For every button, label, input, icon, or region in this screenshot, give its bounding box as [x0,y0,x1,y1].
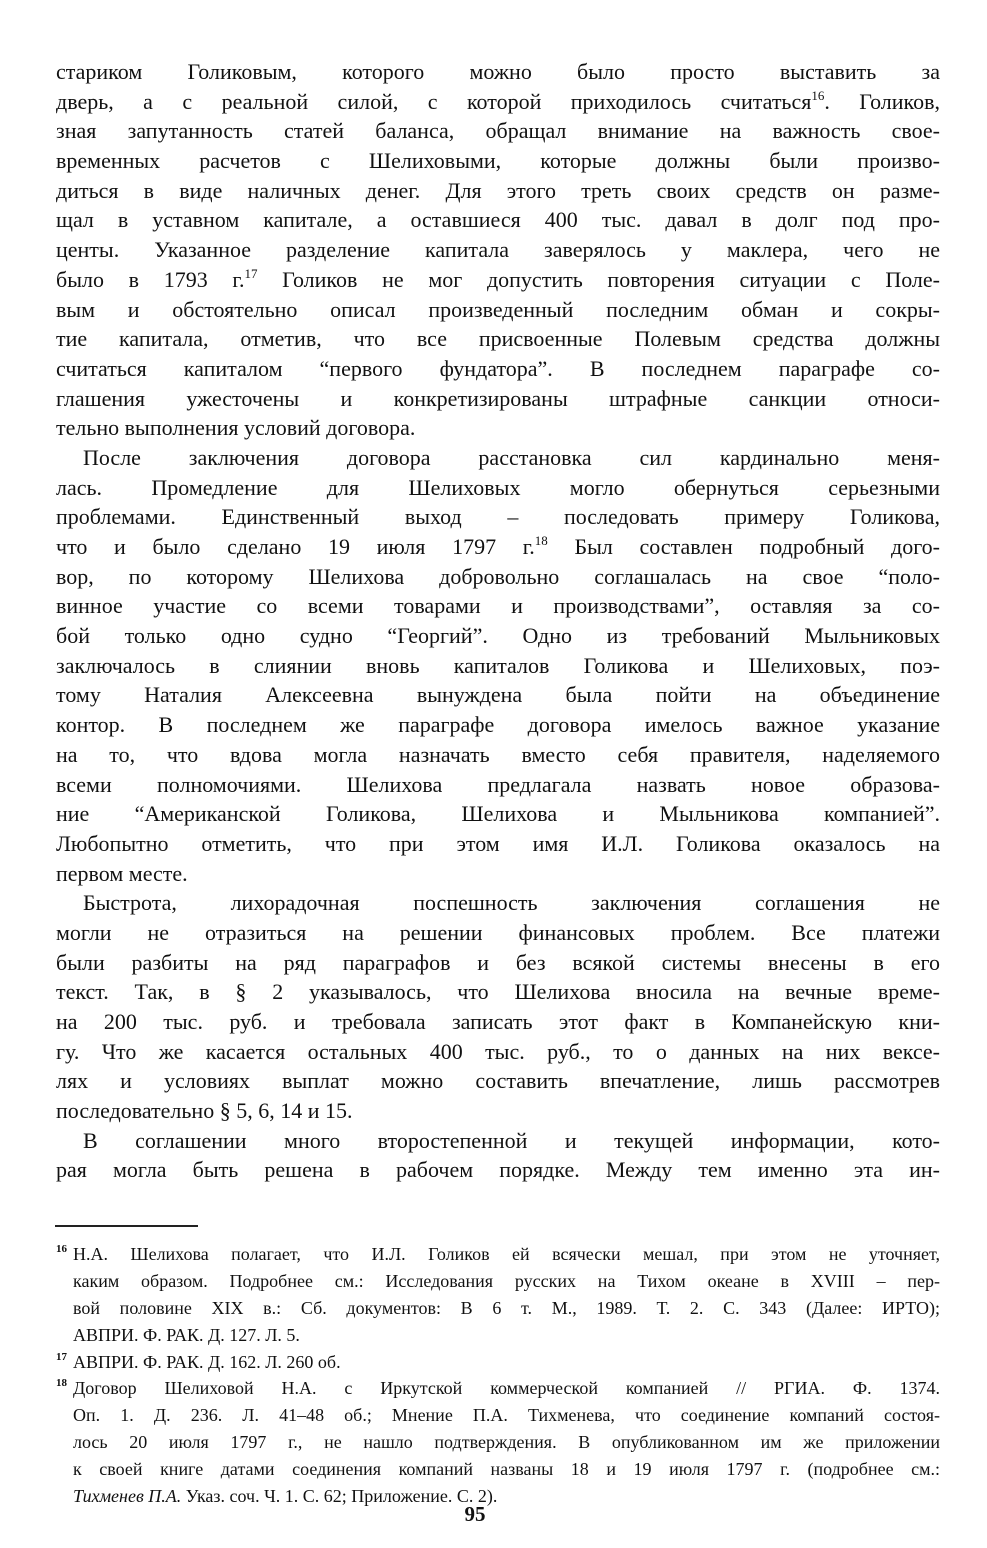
footnote-line [56,1322,940,1349]
footnote-text: вой половине XIX в.: Сб. документов: В 6 т. М., 1989. Т. 2. С. 343 (Далее: ИРТО); [73,1297,940,1318]
text-line: В соглашении много второстепенной и текущей информации, кото- [83,1127,940,1153]
text-line: гу. Что же касается остальных 400 тыс. руб., то о данных на них вексе- [56,1038,940,1064]
text-line: контор. В последнем же параграфе договора имелось важное указание [56,712,940,738]
text-line: временных расчетов с Шелиховыми, которые должны были произво- [56,148,940,174]
text-line: тельно выполнения условий договора. [56,415,416,441]
footnote-number: 16 [56,1243,67,1255]
text-line: стариком Голиковым, которого можно было просто выставить за [56,59,940,84]
text-line: заключалось в слиянии вновь капиталов Голикова и Шелиховых, поэ- [56,652,940,678]
text-line: первом месте. [56,860,188,886]
text-line: тие капитала, отметив, что все присвоенные Полевым средства должны [56,326,940,352]
footnote-line [56,1429,940,1456]
footnote-line [56,1268,940,1295]
paragraph [56,443,940,888]
footnote-text: Н.А. Шелихова полагает, что И.Л. Голиков ей всячески мешал, при этом не уточняет, [73,1244,940,1264]
footnote-text: АВПРИ. Ф. РАК. Д. 127. Л. 5. [73,1324,300,1345]
text-line: центы. Указанное разделение капитала заверялось у маклера, чего не [56,237,940,263]
footnote-18 [56,1375,940,1509]
footnote-17 [56,1349,940,1376]
footnote-ref: 17 [244,265,258,281]
footnote-ref: 16 [811,87,825,103]
footnote-line [56,1402,940,1429]
footnote-number: 17 [56,1350,67,1363]
text-line [56,532,940,562]
text-line: После заключения договора расстановка сил кардинально меня- [83,444,940,470]
text-line [56,87,940,117]
text-line: ние “Американской Голикова, Шелихова и Мыльникова компанией”. [56,801,940,827]
text-segment: Был составлен подробный дого- [547,534,940,559]
footnote-text: Договор Шелиховой Н.А. с Иркутской коммерческой компанией // РГИА. Ф. 1374. [73,1378,940,1399]
author-name: Тихменев П.А. [73,1486,182,1507]
text-line: считаться капиталом “первого фундатора”. В последнем параграфе со- [56,355,940,381]
text-line: зная запутанность статей баланса, обращал внимание на важность свое- [56,118,940,144]
text-line: лась. Промедление для Шелиховых могло обернуться серьезными [56,474,940,500]
text-line: вым и обстоятельно описал произведенный последним обман и сокры- [56,296,940,322]
footnote-line [56,1349,940,1376]
footnote-ref: 18 [534,533,548,548]
footnote-divider [55,1225,198,1227]
paragraph [56,888,940,1126]
paragraph [56,57,940,443]
footnote-line [56,1241,940,1268]
text-segment: дверь, а с реальной силой, с которой приходилось считаться [56,88,812,114]
footnotes [56,1241,940,1510]
text-line: лях и условиях выплат можно составить впечатление, лишь рассмотрев [56,1068,940,1094]
text-line: на то, что вдова могла назначать вместо себя правителя, наделяемого [56,741,940,767]
text-line: Любопытно отметить, что при этом имя И.Л. Голикова оказалось на [56,830,940,856]
text-line: рая могла быть решена в рабочем порядке. Между тем именно эта ин- [56,1157,940,1183]
text-segment: что и было сделано 19 июля 1797 г. [56,534,535,559]
footnote-text: к своей книге датами соединения компаний названы 18 и 19 июля 1797 г. (подробнее см.: [73,1459,940,1480]
text-line: могли не отразиться на решении финансовых проблем. Все платежи [56,919,940,945]
footnote-text: Указ. соч. Ч. 1. С. 62; Приложение. С. 2). [181,1486,498,1507]
text-line: бой только одно судно “Георгий”. Одно из требований Мыльниковых [56,623,940,649]
footnote-text: Оп. 1. Д. 236. Л. 41–48 об.; Мнение П.А. Тихменева, что соединение компаний состоя- [73,1405,940,1426]
footnote-number: 18 [56,1377,67,1390]
text-line: проблемами. Единственный выход – последовать примеру Голикова, [56,504,940,530]
text-line: глашения ужесточены и конкретизированы штрафные санкции относи- [56,385,940,411]
text-line: последовательно § 5, 6, 14 и 15. [56,1098,353,1124]
text-line: Быстрота, лихорадочная поспешность заключения соглашения не [83,890,940,916]
footnote-text: каким образом. Подробнее см.: Исследования русских на Тихом океане в XVIII – пер- [73,1270,940,1291]
text-line: винное участие со всеми товарами и производствами”, оставляя за со- [56,593,940,619]
paragraph [56,1126,940,1185]
footnote-text: лось 20 июля 1797 г., не нашло подтверждения. В опубликованном им же приложении [73,1432,940,1453]
page-number: 95 [464,1502,486,1526]
footnote-line [56,1295,940,1322]
footnote-line [56,1375,940,1402]
text-line: на 200 тыс. руб. и требовала записать этот факт в Компанейскую кни- [56,1009,940,1034]
footnote-text: АВПРИ. Ф. РАК. Д. 162. Л. 260 об. [73,1351,341,1372]
text-line: тому Наталия Алексеевна вынуждена была пойти на объединение [56,682,940,708]
footnote-line [56,1456,940,1483]
text-segment: было в 1793 г. [56,266,245,292]
text-line: диться в виде наличных денег. Для этого треть своих средств он разме- [56,177,940,203]
text-line: всеми полномочиями. Шелихова предлагала назвать новое образова- [56,771,940,797]
text-segment: . Голиков, [824,88,940,114]
text-line [56,265,940,295]
text-line: вор, по которому Шелихова добровольно соглашалась на свое “поло- [56,563,940,589]
text-line: были разбиты на ряд параграфов и без всякой системы внесены в его [56,949,940,975]
text-line: щал в уставном капитале, а оставшиеся 400 тыс. давал в долг под про- [56,207,940,233]
text-segment: Голиков не мог допустить повторения ситуации с Поле- [257,266,940,292]
text-line: текст. Так, в § 2 указывалось, что Шелихова вносила на вечные време- [56,979,940,1005]
footnote-16 [56,1241,940,1349]
main-text [56,57,940,1185]
